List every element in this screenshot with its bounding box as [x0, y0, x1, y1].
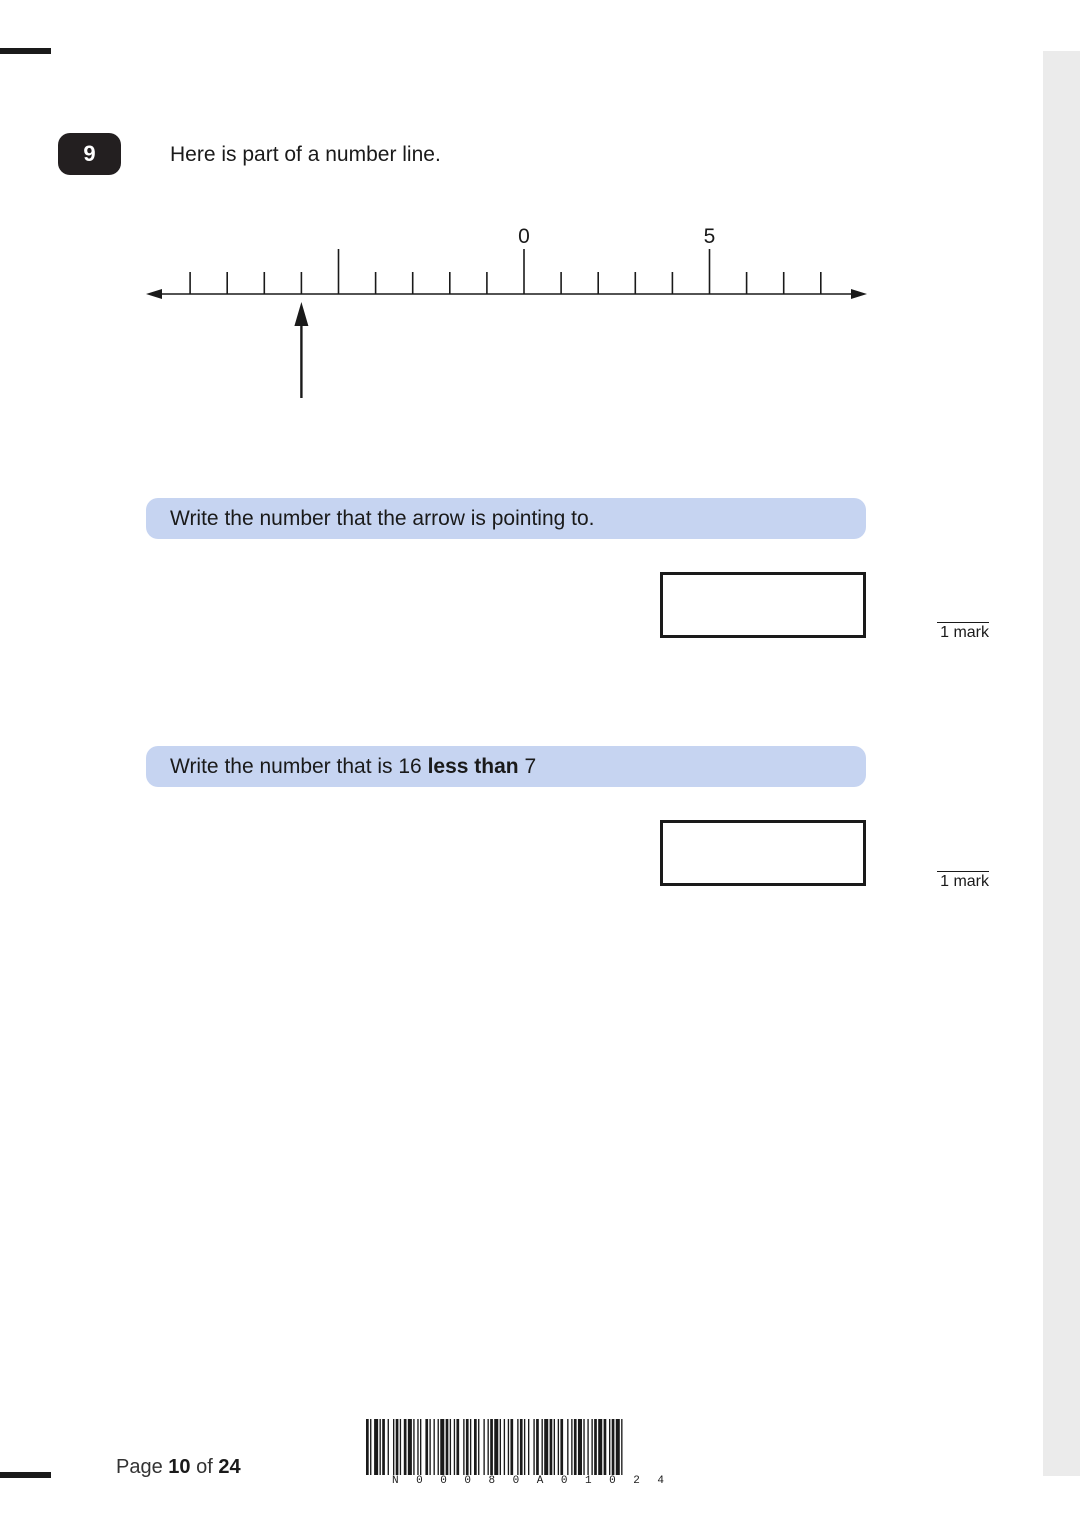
barcode-bar [558, 1419, 559, 1475]
barcode-bar [474, 1419, 477, 1475]
barcode-bar [420, 1419, 421, 1475]
barcode-bar [520, 1419, 523, 1475]
page-footer [116, 1456, 241, 1479]
number-line-right-arrowhead [851, 289, 867, 299]
barcode-bar [594, 1419, 597, 1475]
part-b-prompt-end: 7 [518, 754, 537, 778]
part-b-mark: 1 mark [937, 871, 989, 891]
barcode-char: 0 [560, 1475, 568, 1487]
barcode [366, 1419, 686, 1475]
page-total: 24 [218, 1456, 241, 1478]
barcode-bar [370, 1419, 371, 1475]
barcode-bar [456, 1419, 459, 1475]
barcode-char: 0 [609, 1475, 616, 1487]
barcode-bar [470, 1419, 471, 1475]
barcode-bar [621, 1419, 622, 1475]
question-stem: Here is part of a number line. [170, 143, 441, 166]
barcode-bar [591, 1419, 592, 1475]
barcode-bar [434, 1419, 435, 1475]
barcode-bar [388, 1419, 389, 1475]
barcode-bar [450, 1419, 451, 1475]
part-b-prompt-text: Write the number that is 16 [170, 754, 428, 778]
barcode-char: 8 [488, 1475, 496, 1487]
barcode-bar [380, 1419, 381, 1475]
barcode-bar [616, 1419, 620, 1475]
number-line-label: 0 [518, 225, 530, 248]
barcode-bar [494, 1419, 498, 1475]
barcode-bar [504, 1419, 505, 1475]
barcode-bar [438, 1419, 439, 1475]
barcode-bar [500, 1419, 501, 1475]
barcode-bar [550, 1419, 553, 1475]
barcode-char: 0 [416, 1475, 423, 1487]
barcode-bar [524, 1419, 525, 1475]
barcode-bar [366, 1419, 369, 1475]
question-number: 9 [58, 133, 121, 175]
barcode-bar [446, 1419, 449, 1475]
barcode-bar [587, 1419, 588, 1475]
page-number: 10 [168, 1456, 191, 1478]
barcode-char: 1 [585, 1475, 592, 1487]
barcode-bar [413, 1419, 414, 1475]
corner-mark-bottom [0, 1472, 51, 1478]
barcode-bar [425, 1419, 428, 1475]
of-word: of [196, 1456, 213, 1478]
barcode-bar [574, 1419, 577, 1475]
part-b-prompt-bold: less than [427, 754, 519, 778]
part-a-prompt-text: Write the number that the arrow is pointing to. [170, 506, 595, 530]
barcode-bar [542, 1419, 543, 1475]
barcode-bar [454, 1419, 455, 1475]
part-b-prompt [146, 746, 866, 787]
barcode-bar [490, 1419, 493, 1475]
barcode-char: 0 [440, 1475, 447, 1487]
barcode-bar [382, 1419, 385, 1475]
barcode-bar [393, 1419, 394, 1475]
barcode-char: 4 [657, 1475, 664, 1487]
barcode-bar [408, 1419, 412, 1475]
part-b-answer-box[interactable] [660, 820, 866, 886]
barcode-bar [483, 1419, 484, 1475]
barcode-bar [396, 1419, 399, 1475]
page-word: Page [116, 1456, 163, 1478]
barcode-bar [478, 1419, 479, 1475]
number-line-left-arrowhead [146, 289, 162, 299]
barcode-bar [400, 1419, 401, 1475]
barcode-char: 2 [633, 1475, 640, 1487]
barcode-bar [517, 1419, 518, 1475]
barcode-bar [578, 1419, 582, 1475]
barcode-bar [544, 1419, 548, 1475]
barcode-bar [417, 1419, 418, 1475]
barcode-bar [533, 1419, 534, 1475]
barcode-bar [528, 1419, 529, 1475]
corner-mark-top [0, 48, 51, 54]
margin-strip [1043, 51, 1080, 1476]
barcode-char: 0 [512, 1475, 520, 1487]
barcode-char: A [536, 1475, 544, 1487]
barcode-bar [612, 1419, 615, 1475]
barcode-bar [440, 1419, 444, 1475]
barcode-bar [510, 1419, 513, 1475]
barcode-bar [560, 1419, 563, 1475]
barcode-bar [463, 1419, 464, 1475]
part-a-mark: 1 mark [937, 622, 989, 642]
barcode-bar [571, 1419, 572, 1475]
barcode-bar [604, 1419, 607, 1475]
number-line [140, 215, 880, 405]
barcode-bar [488, 1419, 489, 1475]
barcode-bar [508, 1419, 509, 1475]
barcode-bar [374, 1419, 378, 1475]
barcode-bar [429, 1419, 430, 1475]
part-a-prompt [146, 498, 866, 539]
barcode-bar [536, 1419, 539, 1475]
barcode-bar [583, 1419, 584, 1475]
barcode-bar [554, 1419, 555, 1475]
barcode-char: N [392, 1475, 399, 1487]
barcode-text [392, 1475, 664, 1487]
barcode-char: 0 [464, 1475, 471, 1487]
part-a-answer-box[interactable] [660, 572, 866, 638]
pointer-arrow-head [294, 302, 308, 326]
barcode-bar [466, 1419, 469, 1475]
number-line-label: 5 [703, 225, 716, 248]
barcode-bar [609, 1419, 610, 1475]
barcode-bar [567, 1419, 568, 1475]
barcode-bar [598, 1419, 602, 1475]
barcode-bar [404, 1419, 407, 1475]
